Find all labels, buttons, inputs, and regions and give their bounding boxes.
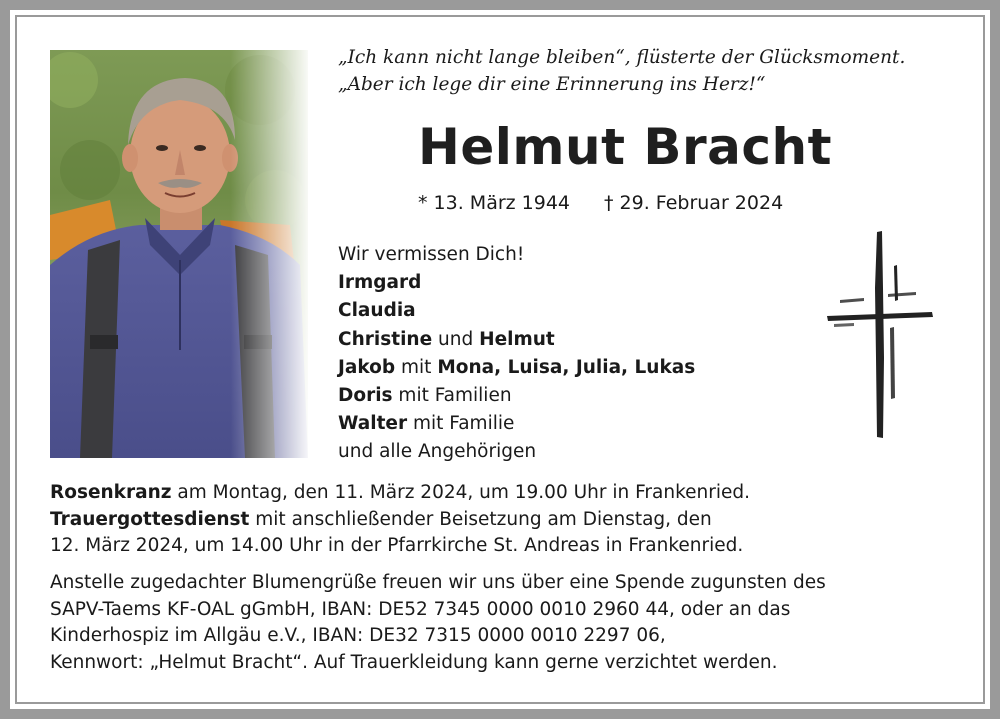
mourner-line: Christine und Helmut: [338, 328, 555, 350]
mourner-line: Wir vermissen Dich!: [338, 244, 525, 265]
life-dates: [418, 192, 783, 214]
donation-line-4: Kennwort: „Helmut Bracht“. Auf Trauerkleidung kann gerne verzichtet werden.: [50, 651, 778, 673]
deceased-name: Helmut Bracht: [418, 118, 833, 176]
service-info: [50, 480, 970, 560]
quote-line-1: „Ich kann nicht lange bleiben“, flüsterte der Glücksmoment.: [338, 47, 906, 68]
donation-line-3: Kinderhospiz im Allgäu e.V., IBAN: DE32 7315 0000 0010 2297 06,: [50, 625, 666, 646]
donation-line-2: SAPV-Taems KF-OAL gGmbH, IBAN: DE52 7345 0000 0010 2960 44, oder an das: [50, 598, 791, 620]
donation-info: [50, 570, 970, 676]
donation-line-1: Anstelle zugedachter Blumengrüße freuen wir uns über eine Spende zugunsten des: [50, 572, 826, 593]
rosenkranz-line: Rosenkranz am Montag, den 11. März 2024, um 19.00 Uhr in Frankenried.: [50, 482, 750, 503]
gottesdienst-line-2: 12. März 2024, um 14.00 Uhr in der Pfarrkirche St. Andreas in Frankenried.: [50, 535, 744, 556]
mourner-line: Jakob mit Mona, Luisa, Julia, Lukas: [338, 356, 696, 378]
mourner-line: Walter mit Familie: [338, 413, 515, 435]
mourner-line: Doris mit Familien: [338, 385, 512, 407]
cross-icon: [824, 228, 936, 444]
death-date: † 29. Februar 2024: [604, 192, 784, 214]
portrait-photo: [50, 50, 308, 458]
quote-line-2: „Aber ich lege dir eine Erinnerung ins Herz!“: [338, 74, 766, 95]
quote: [338, 44, 958, 98]
mourner-line: und alle Angehörigen: [338, 441, 537, 463]
mourners-list: [338, 241, 695, 467]
mourner-line: Claudia: [338, 300, 416, 322]
birth-date: * 13. März 1944: [418, 192, 571, 214]
gottesdienst-line: Trauergottesdienst mit anschließender Beisetzung am Dienstag, den: [50, 508, 712, 530]
mourner-line: Irmgard: [338, 272, 422, 294]
